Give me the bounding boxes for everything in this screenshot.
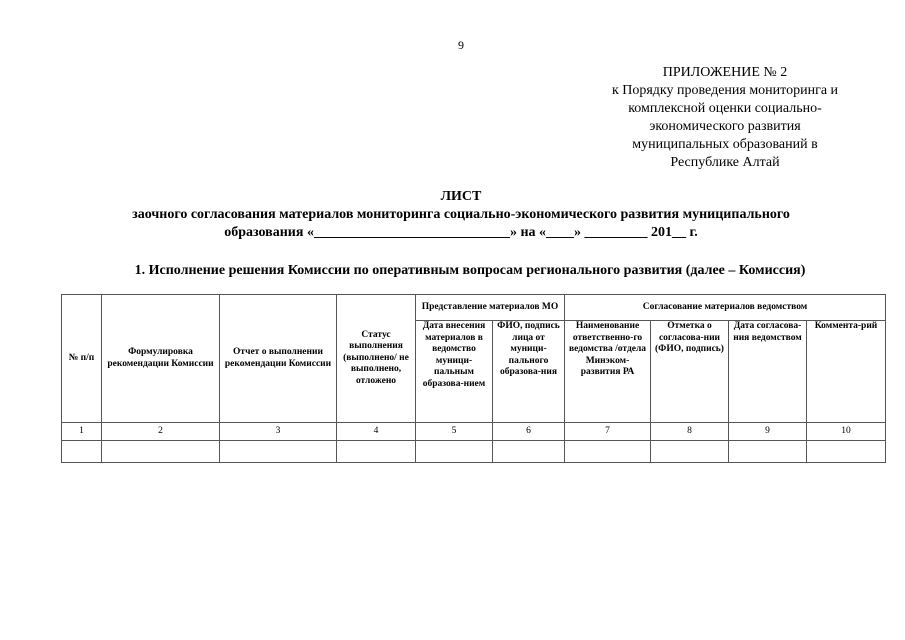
header-mo-date: Дата внесения материалов в ведомство муници-пальным образова-нием	[416, 321, 493, 423]
column-number: 8	[651, 423, 729, 441]
table-cell[interactable]	[565, 441, 651, 463]
column-number: 10	[807, 423, 886, 441]
table-cell[interactable]	[651, 441, 729, 463]
column-number-row	[62, 423, 886, 441]
appendix-block	[575, 64, 875, 172]
header-status: Статус выполнения (выполнено/ не выполнено, отложено	[337, 295, 416, 423]
title-heading: ЛИСТ	[440, 189, 482, 204]
column-number: 7	[565, 423, 651, 441]
appendix-line: к Порядку проведения мониторинга и	[611, 83, 839, 98]
table-cell[interactable]	[416, 441, 493, 463]
table-cell[interactable]	[220, 441, 337, 463]
header-agency-date: Дата согласова-ния ведомством	[729, 321, 807, 423]
appendix-line: ПРИЛОЖЕНИЕ № 2	[662, 65, 788, 80]
header-num: № п/п	[62, 295, 102, 423]
table-cell[interactable]	[493, 441, 565, 463]
approval-table	[61, 294, 886, 463]
title-line-2: образования «____________________________» на «____» _________ 201__ г.	[224, 225, 698, 240]
header-mo-fio: ФИО, подпись лица от муници-пального образова-ния	[493, 321, 565, 423]
table-cell[interactable]	[729, 441, 807, 463]
appendix-line: экономического развития	[649, 119, 801, 134]
column-number: 3	[220, 423, 337, 441]
table-row	[62, 441, 886, 463]
table-cell[interactable]	[102, 441, 220, 463]
header-agency-mark: Отметка о согласова-нии (ФИО, подпись)	[651, 321, 729, 423]
page-number: 9	[458, 38, 464, 52]
header-wording: Формулировка рекомендации Комиссии	[102, 295, 220, 423]
table-cell[interactable]	[337, 441, 416, 463]
column-number: 6	[493, 423, 565, 441]
column-number: 9	[729, 423, 807, 441]
column-number: 2	[102, 423, 220, 441]
table-cell[interactable]	[807, 441, 886, 463]
column-number: 1	[62, 423, 102, 441]
appendix-line: комплексной оценки социально-	[628, 101, 822, 116]
document-title	[0, 188, 905, 242]
header-agency-name: Наименование ответственно-го ведомства /отдела Минэком-развития РА	[565, 321, 651, 423]
section-heading: 1. Исполнение решения Комиссии по оперативным вопросам регионального развития (далее – Комиссия)	[134, 263, 806, 278]
column-number: 5	[416, 423, 493, 441]
header-agency-group: Согласование материалов ведомством	[565, 295, 886, 321]
header-report: Отчет о выполнении рекомендации Комиссии	[220, 295, 337, 423]
column-number: 4	[337, 423, 416, 441]
appendix-line: Республике Алтай	[670, 155, 780, 170]
header-comment: Коммента-рий	[807, 321, 886, 423]
appendix-line: муниципальных образований в	[632, 137, 818, 152]
table-cell[interactable]	[62, 441, 102, 463]
title-line-1: заочного согласования материалов мониторинга социально-экономического развития муниципального	[132, 207, 790, 222]
header-mo-group: Представление материалов МО	[416, 295, 565, 321]
